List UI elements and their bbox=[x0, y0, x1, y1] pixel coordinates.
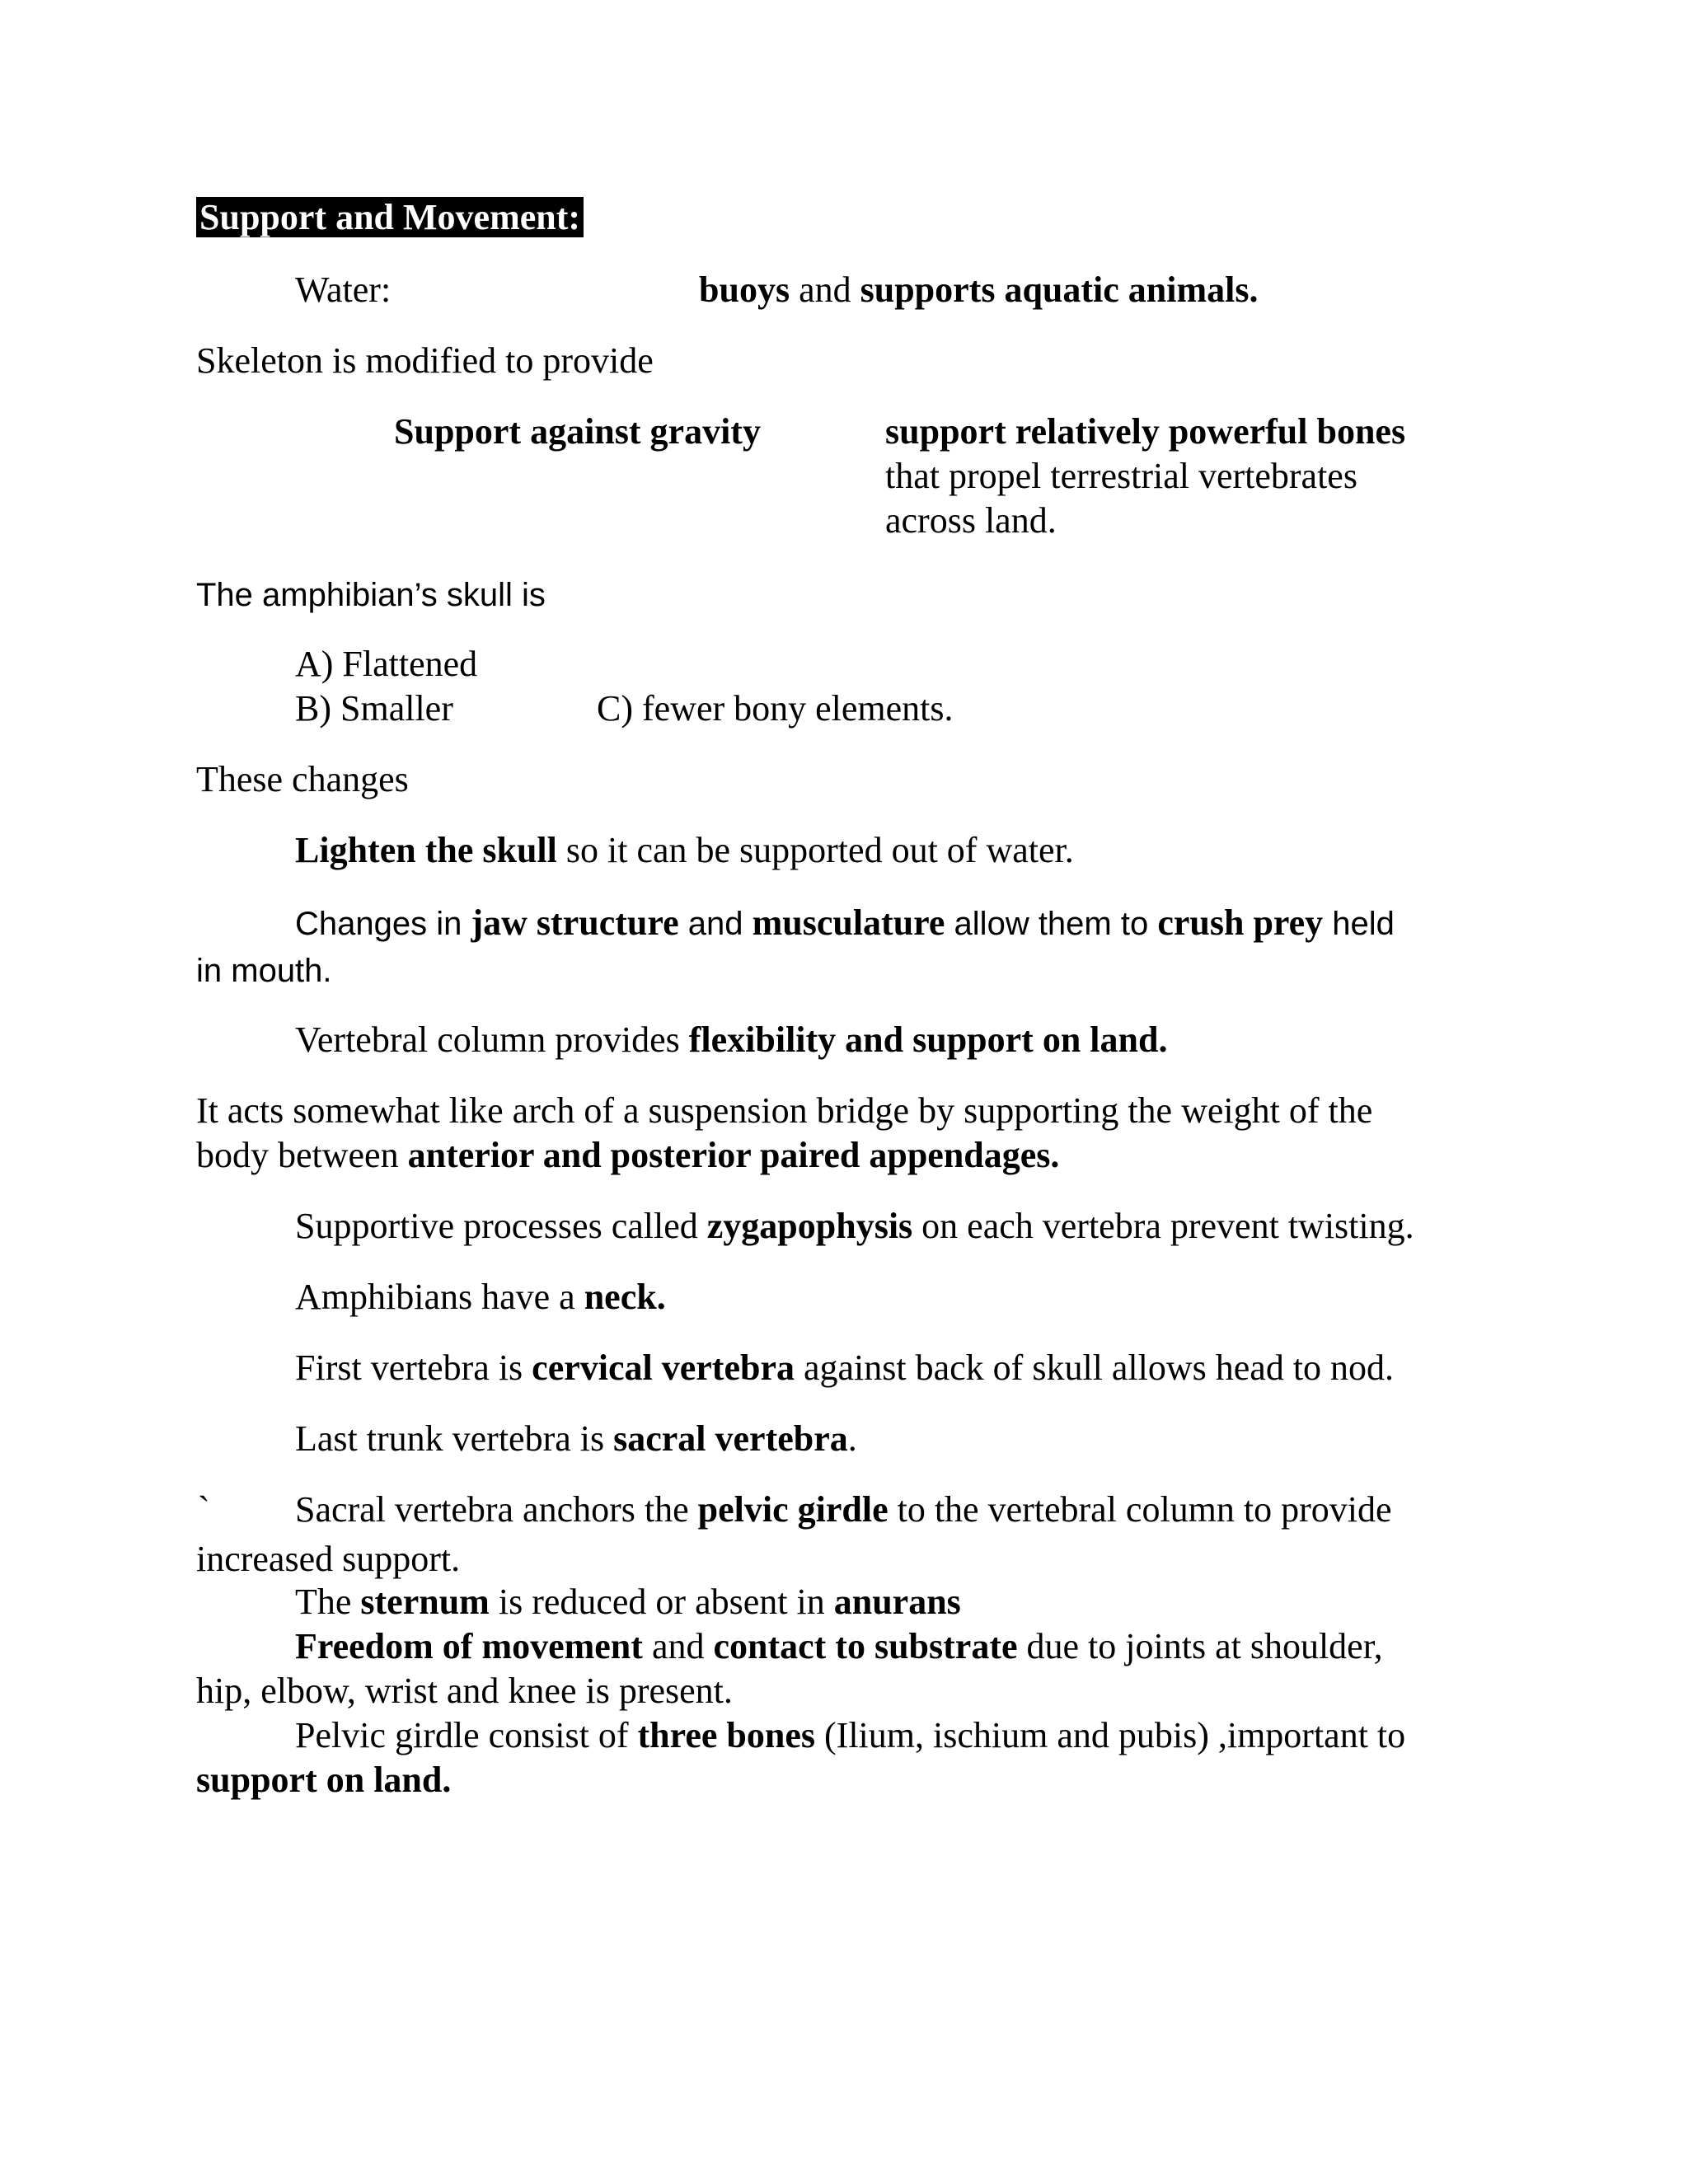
freedom-paragraph-line1 bbox=[295, 1625, 1383, 1668]
skull-item-a: A) Flattened bbox=[295, 644, 478, 684]
text: . bbox=[847, 1418, 857, 1459]
bold-text: anurans bbox=[833, 1582, 961, 1622]
bold-text: contact to substrate bbox=[713, 1626, 1018, 1666]
bold-text: flexibility and support on land. bbox=[688, 1019, 1168, 1060]
text: Vertebral column provides bbox=[295, 1019, 689, 1060]
support-bones-line1 bbox=[885, 410, 1405, 453]
text: body between bbox=[196, 1135, 408, 1175]
sacral-anchor-line1 bbox=[295, 1488, 1392, 1531]
text: Last trunk vertebra is bbox=[295, 1418, 614, 1459]
support-bones-line3: across land. bbox=[885, 500, 1057, 541]
text: Sacral vertebra anchors the bbox=[295, 1489, 698, 1530]
text: and bbox=[678, 906, 753, 942]
text: and bbox=[642, 1626, 714, 1666]
text: so it can be supported out of water. bbox=[556, 830, 1074, 870]
skeleton-intro: Skeleton is modified to provide bbox=[196, 340, 654, 381]
bold-text: cervical vertebra bbox=[532, 1347, 795, 1388]
arch-paragraph-line1: It acts somewhat like arch of a suspension bridge by supporting the weight of the bbox=[196, 1090, 1373, 1131]
section-heading bbox=[196, 194, 584, 241]
bold-text: sacral vertebra bbox=[613, 1418, 848, 1459]
bold-text: sternum bbox=[360, 1582, 490, 1622]
bold-text: pelvic girdle bbox=[697, 1489, 889, 1530]
bold-text: neck. bbox=[584, 1277, 666, 1317]
bold-text: three bones bbox=[637, 1715, 816, 1755]
text: is reduced or absent in bbox=[489, 1582, 834, 1622]
heading-text: Support and Movement: bbox=[196, 197, 584, 237]
text: allow them to bbox=[945, 906, 1158, 942]
text: held bbox=[1323, 906, 1395, 942]
arch-paragraph-line2 bbox=[196, 1134, 1059, 1177]
sacral-anchor-line2: increased support. bbox=[196, 1539, 461, 1579]
freedom-paragraph-line2: hip, elbow, wrist and knee is present. bbox=[196, 1671, 733, 1711]
bold-text: anterior and posterior paired appendages. bbox=[407, 1135, 1060, 1175]
sternum-paragraph bbox=[295, 1581, 961, 1624]
bold-text: buoys bbox=[699, 269, 790, 310]
skull-item-b: B) Smaller bbox=[295, 688, 453, 729]
water-description bbox=[699, 269, 1259, 312]
vertebral-paragraph bbox=[295, 1019, 1167, 1062]
lighten-paragraph bbox=[295, 829, 1074, 872]
support-gravity bbox=[394, 410, 761, 453]
bold-text: zygapophysis bbox=[706, 1206, 913, 1246]
text: (Ilium, ischium and pubis) ,important to bbox=[815, 1715, 1406, 1755]
pelvic-paragraph-line1 bbox=[295, 1714, 1405, 1757]
text: and bbox=[790, 269, 860, 310]
bold-text: musculature bbox=[752, 902, 945, 943]
support-bones-line2: that propel terrestrial vertebrates bbox=[885, 456, 1357, 496]
neck-paragraph bbox=[295, 1276, 666, 1319]
bold-text: Freedom of movement bbox=[295, 1626, 643, 1666]
sacral-paragraph bbox=[295, 1418, 857, 1460]
skull-intro: The amphibian’s skull is bbox=[196, 577, 546, 613]
cervical-paragraph bbox=[295, 1347, 1394, 1390]
bold-text: Lighten the skull bbox=[295, 830, 557, 870]
text: Changes in bbox=[295, 906, 471, 942]
text: against back of skull allows head to nod. bbox=[794, 1347, 1395, 1388]
pelvic-paragraph-line2 bbox=[196, 1759, 451, 1802]
zygapophysis-paragraph bbox=[295, 1205, 1414, 1248]
text: due to joints at shoulder, bbox=[1017, 1626, 1383, 1666]
water-label: Water: bbox=[295, 269, 392, 310]
bold-text: Support against gravity bbox=[394, 411, 761, 452]
text: The bbox=[295, 1582, 361, 1622]
bold-text: supports aquatic animals. bbox=[860, 269, 1259, 310]
these-changes: These changes bbox=[196, 759, 409, 799]
stray-mark: ` bbox=[198, 1489, 210, 1530]
text: on each vertebra prevent twisting. bbox=[912, 1206, 1414, 1246]
bold-text: support on land. bbox=[196, 1760, 452, 1800]
jaw-paragraph-line1 bbox=[295, 902, 1395, 945]
text: Pelvic girdle consist of bbox=[295, 1715, 638, 1755]
text: Amphibians have a bbox=[295, 1277, 584, 1317]
text: to the vertebral column to provide bbox=[888, 1489, 1392, 1530]
bold-text: jaw structure bbox=[471, 902, 679, 943]
jaw-paragraph-line2: in mouth. bbox=[196, 953, 332, 989]
text: Supportive processes called bbox=[295, 1206, 707, 1246]
skull-item-c: C) fewer bony elements. bbox=[597, 688, 954, 729]
bold-text: support relatively powerful bones bbox=[885, 411, 1406, 452]
bold-text: crush prey bbox=[1157, 902, 1324, 943]
text: First vertebra is bbox=[295, 1347, 532, 1388]
